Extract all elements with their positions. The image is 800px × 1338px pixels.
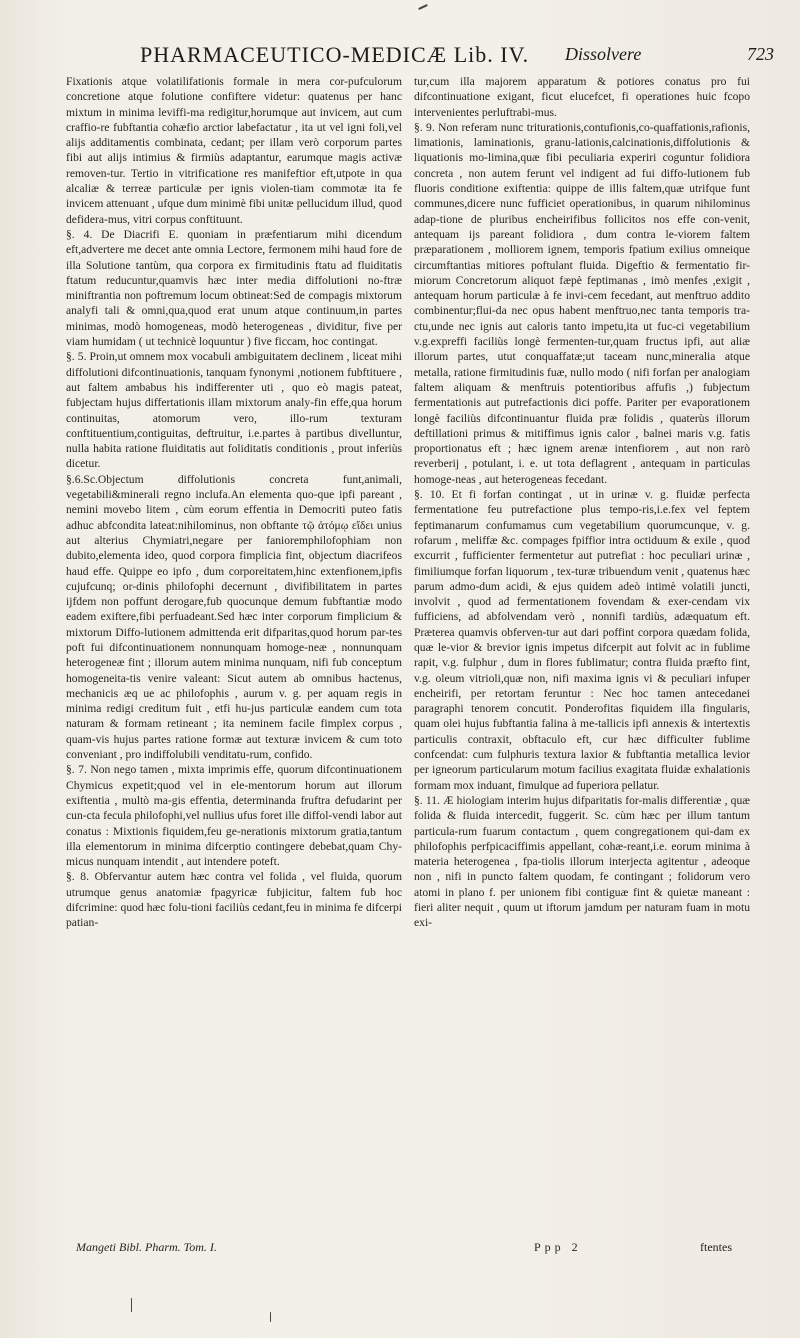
paragraph: §.6.Sc.Objectum diffolutionis concreta funt,animali, vegetabili&minerali regno inclufa.An elementa quo-que ipfi pareant , nemini movebo litem , cùm eorum effentia in Democriti puteo fatis adhuc abfcondita lateat:nihilominus, non obftante τῷ ἀτόμῳ εἴδει unius aut alterius Chymiatri,negare per fanioremphilofophiam non dubito,elementa ideo, quod corpora fimplicia fint, objectum diacrifeos haud effe. Quippe eo ipfo , dum corporeitatem,hinc extenfionem,ipfis cujufcunq; or-dinis philofophi decernunt , divifibilitatem in partes ijfdem non poffunt derogare,fub quocunque demum fubftantiæ modo eadem exiftere,fibi perfuadeant.Sed hæc inter corporum fimplicium & mixtorum Diffo-lutionem admittenda erit difparitas,quod horum par-tes poft fui difcontinuationem nonnunquam homoge-neæ , nonnunquam heterogeneæ fint ; illorum autem minima nunquam, nifi fub conceptum homogeneita-tis venire valeant: Sicut autem ab omnibus hactenus, mechanicis æq ue ac philofophis , aurum v. g. per aquam regis in minima redigi creditum fuit , etfi hu-jus particulæ eandem cum tota naturam & formam retineant ; ita neminem facile fimplex corpus , quam-vis hujus partes ratione formæ aut texturæ invicem & cum toto conveniant , pro indiffolubili venditatu-rum, confido. [66,472,402,762]
left-column [66,74,402,931]
right-column [414,74,750,931]
catchword: ftentes [700,1240,732,1254]
running-head: PHARMACEUTICO-MEDICÆ Lib. IV. [140,42,530,67]
paragraph: Fixationis atque volatilifationis formale in mera cor-pufculorum concretione atque folutione confiftere videtur: quatenus per hanc mixtum in minima leviffi-ma redigitur,horumque aut invicem, aut cum craffio-re fubftantia cohæfio arctior labefactatur , ita ut vel igni foli,vel alijs additamentis combinata, cedant; per illam verò corporum partes fibi aut alijs intimius & firmiùs adaptantur, earumque magis activæ removen-tur. Tertio in vitrificatione res manifeftior eft,utpote in qua alcaliæ & terreæ particulæ per ignis violen-tiam commotæ ita fe invicem attenuant , ufque dum minimè fibi unitæ pellucidum illud, quod defidera-mus, vitri corpus conftituunt. [66,75,402,226]
paragraph: §. 7. Non nego tamen , mixta imprimis effe, quorum difcontinuationem Chymicus expetit;quod vel in ele-mentorum horum aut illorum exiftentia , multò ma-gis effentia, determinanda fruftra defudarint per cun-cta fecula philofophi,vel nullius ufus foret ille diffol-vendi labor aut conatus : Mixtionis fiquidem,feu ge-nerationis mixtorum gratia,tantum illa elementorum in minima difcerptio contingere debebat,quam Chy-micus nunquam intendit , aut intendere poteft. [66,763,402,869]
paragraph: §. 11. Æ hiologiam interim hujus difparitatis for-malis differentiæ , quæ folida & fluida intercedit, fuggerit. Sc. cùm hæc per illum tantum particula-rum fuarum contactum , quem congregationem qui-dam ex philofophis perfpicaciffimis appellant, cohæ-reant,i.e. eorum minima à materia heterogenea , fpa-tiolis illorum interjecta agitentur , adeoque non , nifi in puncto faltem quodam, fe contingant ; folidorum vero atomi in plano f. per unionem fibi contiguæ fint & quietæ maneant : fieri aliter nequit , quum ut iftorum jamdum per naturam fuam in motu exi- [414,793,750,930]
paragraph: §. 5. Proin,ut omnem mox vocabuli ambiguitatem declinem , liceat mihi diffolutioni difcontinuationis, tanquam fynonymi ,notionem fubftituere , aut faltem ambabus his indifferenter uti , quo eò magis pateat, fubjectam hujus differtationis illam mixtorum analy-fin effe,qua horum continuitas, atomorum vero, illo-rum texturam conftituentium,contiguitas, deftruitur, i.e.partes à partibus divelluntur, nulla habita ratione fluiditatis aut foliditatis conditionis , prout inferiùs dicetur. [66,350,402,471]
paragraph: §. 10. Et fi forfan contingat , ut in urinæ v. g. fluidæ perfecta fermentatione feu putrefactione plus tempo-ris,i.e.fex vel feptem feptimanarum confumamus cum vegetabilium quorumcunque, v. g. rofarum , meliffæ &c. compages fpiffior intra octiduum & exile , quod excurrit , fufficienter fermentetur aut putrefiat : hoc peculiari urinæ , fimiliumque forfan liquorum , tex-turæ tribuendum venit , quatenus hæc parum admo-dum acidi, & ejus quidem adeò intimè volatili juncti, involvit , quod ad fermentationem fovendam & exer-cendam vix fufficiens, ad abfolvendam verò , nonnifi tardiùs, adæquatum eft. Præterea quamvis obferven-tur aut dari poffint corpora quædam folida, quæ le-vior & brevior ignis impetus difcerpit aut folvit ac in fublime rapit, v.g. fulphur , dum in flores fublimatur; contra fluida præfto fint, v.g. oleum vitrioli,quæ non, nifi maxima ignis vi & peculiari infuper encheirifi, per retortam feruntur : Nec hoc tamen antecedanei paragraphi tenorem concutit. Ponderofitas fiquidem illa fingularis, quam olei hujus fubftantia falina à me-tallicis ipfi annexis & intertextis particulis contraxit, obftaculo eft, cur hæc difficulter fublime confcendat: cum fulphuris textura laxior & fubftantia metallica levior per igneorum particularum motum facilius exagitata fluidæ exhalationis formam mox induant, fimulque ad fuperiora pellatur. [414,488,750,792]
ink-stroke [270,1312,271,1322]
footer-source: Mangeti Bibl. Pharm. Tom. I. [76,1240,217,1254]
page-header [140,42,774,76]
ink-stroke [131,1298,132,1312]
paragraph: §. 8. Obfervantur autem hæc contra vel folida , vel fluida, quorum utrumque genus anatomiæ fpagyricæ fubjicitur, faltem fub hoc difcrimine: quod hæc folu-tioni faciliùs cedant,feu in minima fe difcerpi patian- [66,870,402,930]
signature-mark: Ppp 2 [534,1240,582,1254]
section-title: Dissolvere [565,44,642,64]
paragraph: §. 4. De Diacrifi E. quoniam in præfentiarum mihi dicendum eft,advertere me decet ante omnia Lectore, fermonem mihi haud fore de illa Solutione tantùm, qua corpora ex firmitudinis ftatu ad fluiditatis ftatum reducuntur,quamvis hæc inter media diffolutioni no-ftræ miniftrantia non poftremum locum obtineat:Sed de compagis mixtorum analyfi tali & omni,qua,quod erat unum atque continuum,in partes minimas, modò homogeneas, modò heterogeneas , dividitur, five per viam humidam ( ut technicè loquuntur ) five ficcam, hoc contingat. [66,227,402,349]
page-number: 723 [747,44,774,64]
paragraph: §. 9. Non referam nunc triturationis,contufionis,co-quaffationis,rafionis, limationis, laminationis, granu-lationis,calcinationis,diffolutionis & liquationis mo-limina,quæ fibi peculiaria experiri coguntur folidiora concreta , non autem ferunt vel indigent ad fui diffo-lutionem fub fluoris conditione exiftentia: quippe de illis faltem,quæ utrifque funt communes,dicere nunc fufficiet operationibus, in quarum nihilominus adap-tione de pluribus encheirifibus follicitos nos effe con-venit, antequam ijs pareant folidiora , dum contra le-viorem faltem præparationem , molliorem ignem, temporis fpatium exilius omneique circumftantias mitiores poftulant fluida. Digeftio & fermentatio fir-miorum Concretorum aliquot fæpè feptimanas , imò menfes ,exigit , antequam horum particulæ à fe invi-cem fecedant, aut menftruo addito combinentur;flui-da nec opus habent menftruo,nec tanta temporis tra-ctu,unde nec ignis aut caloris tanto impetu,ita ut fuc-ci vegetabilium v.g.expreffi faciliùs longè fermenten-tur,quam fructus ipfi, aut aliæ illorum partes, utut conquaffatæ;ut taceam nunc,mineralia atque metalla, ratione firmitudinis fuæ, nullo modo ( nifi forfan per analogiam faltem aliquam & menftruis potentioribus affufis ,) fubjectum fermentationis aut putrefactionis dici poffe. Pariter per evaporationem longè faciliùs difcontinuantur fluida præ folidis , quaterùs illorum deftillationi primus & mitiffimus ignis calor , balnei maris v.g. fatis proportionatus eft ; hæc ignem arenæ intenfiorem , aut non rarò reverberij , potulant, i. e. ut tota deflagrent , antequam in particulas homoge-neas , aut heterogeneas fecedant. [414,120,750,486]
ink-stroke [418,4,428,10]
paragraph: tur,cum illa majorem apparatum & potiores conatus pro fui difcontinuatione exigant, ficut elucefcet, fi operationes huic fcopo intervenientes perluftrabi-mus. [414,75,750,119]
